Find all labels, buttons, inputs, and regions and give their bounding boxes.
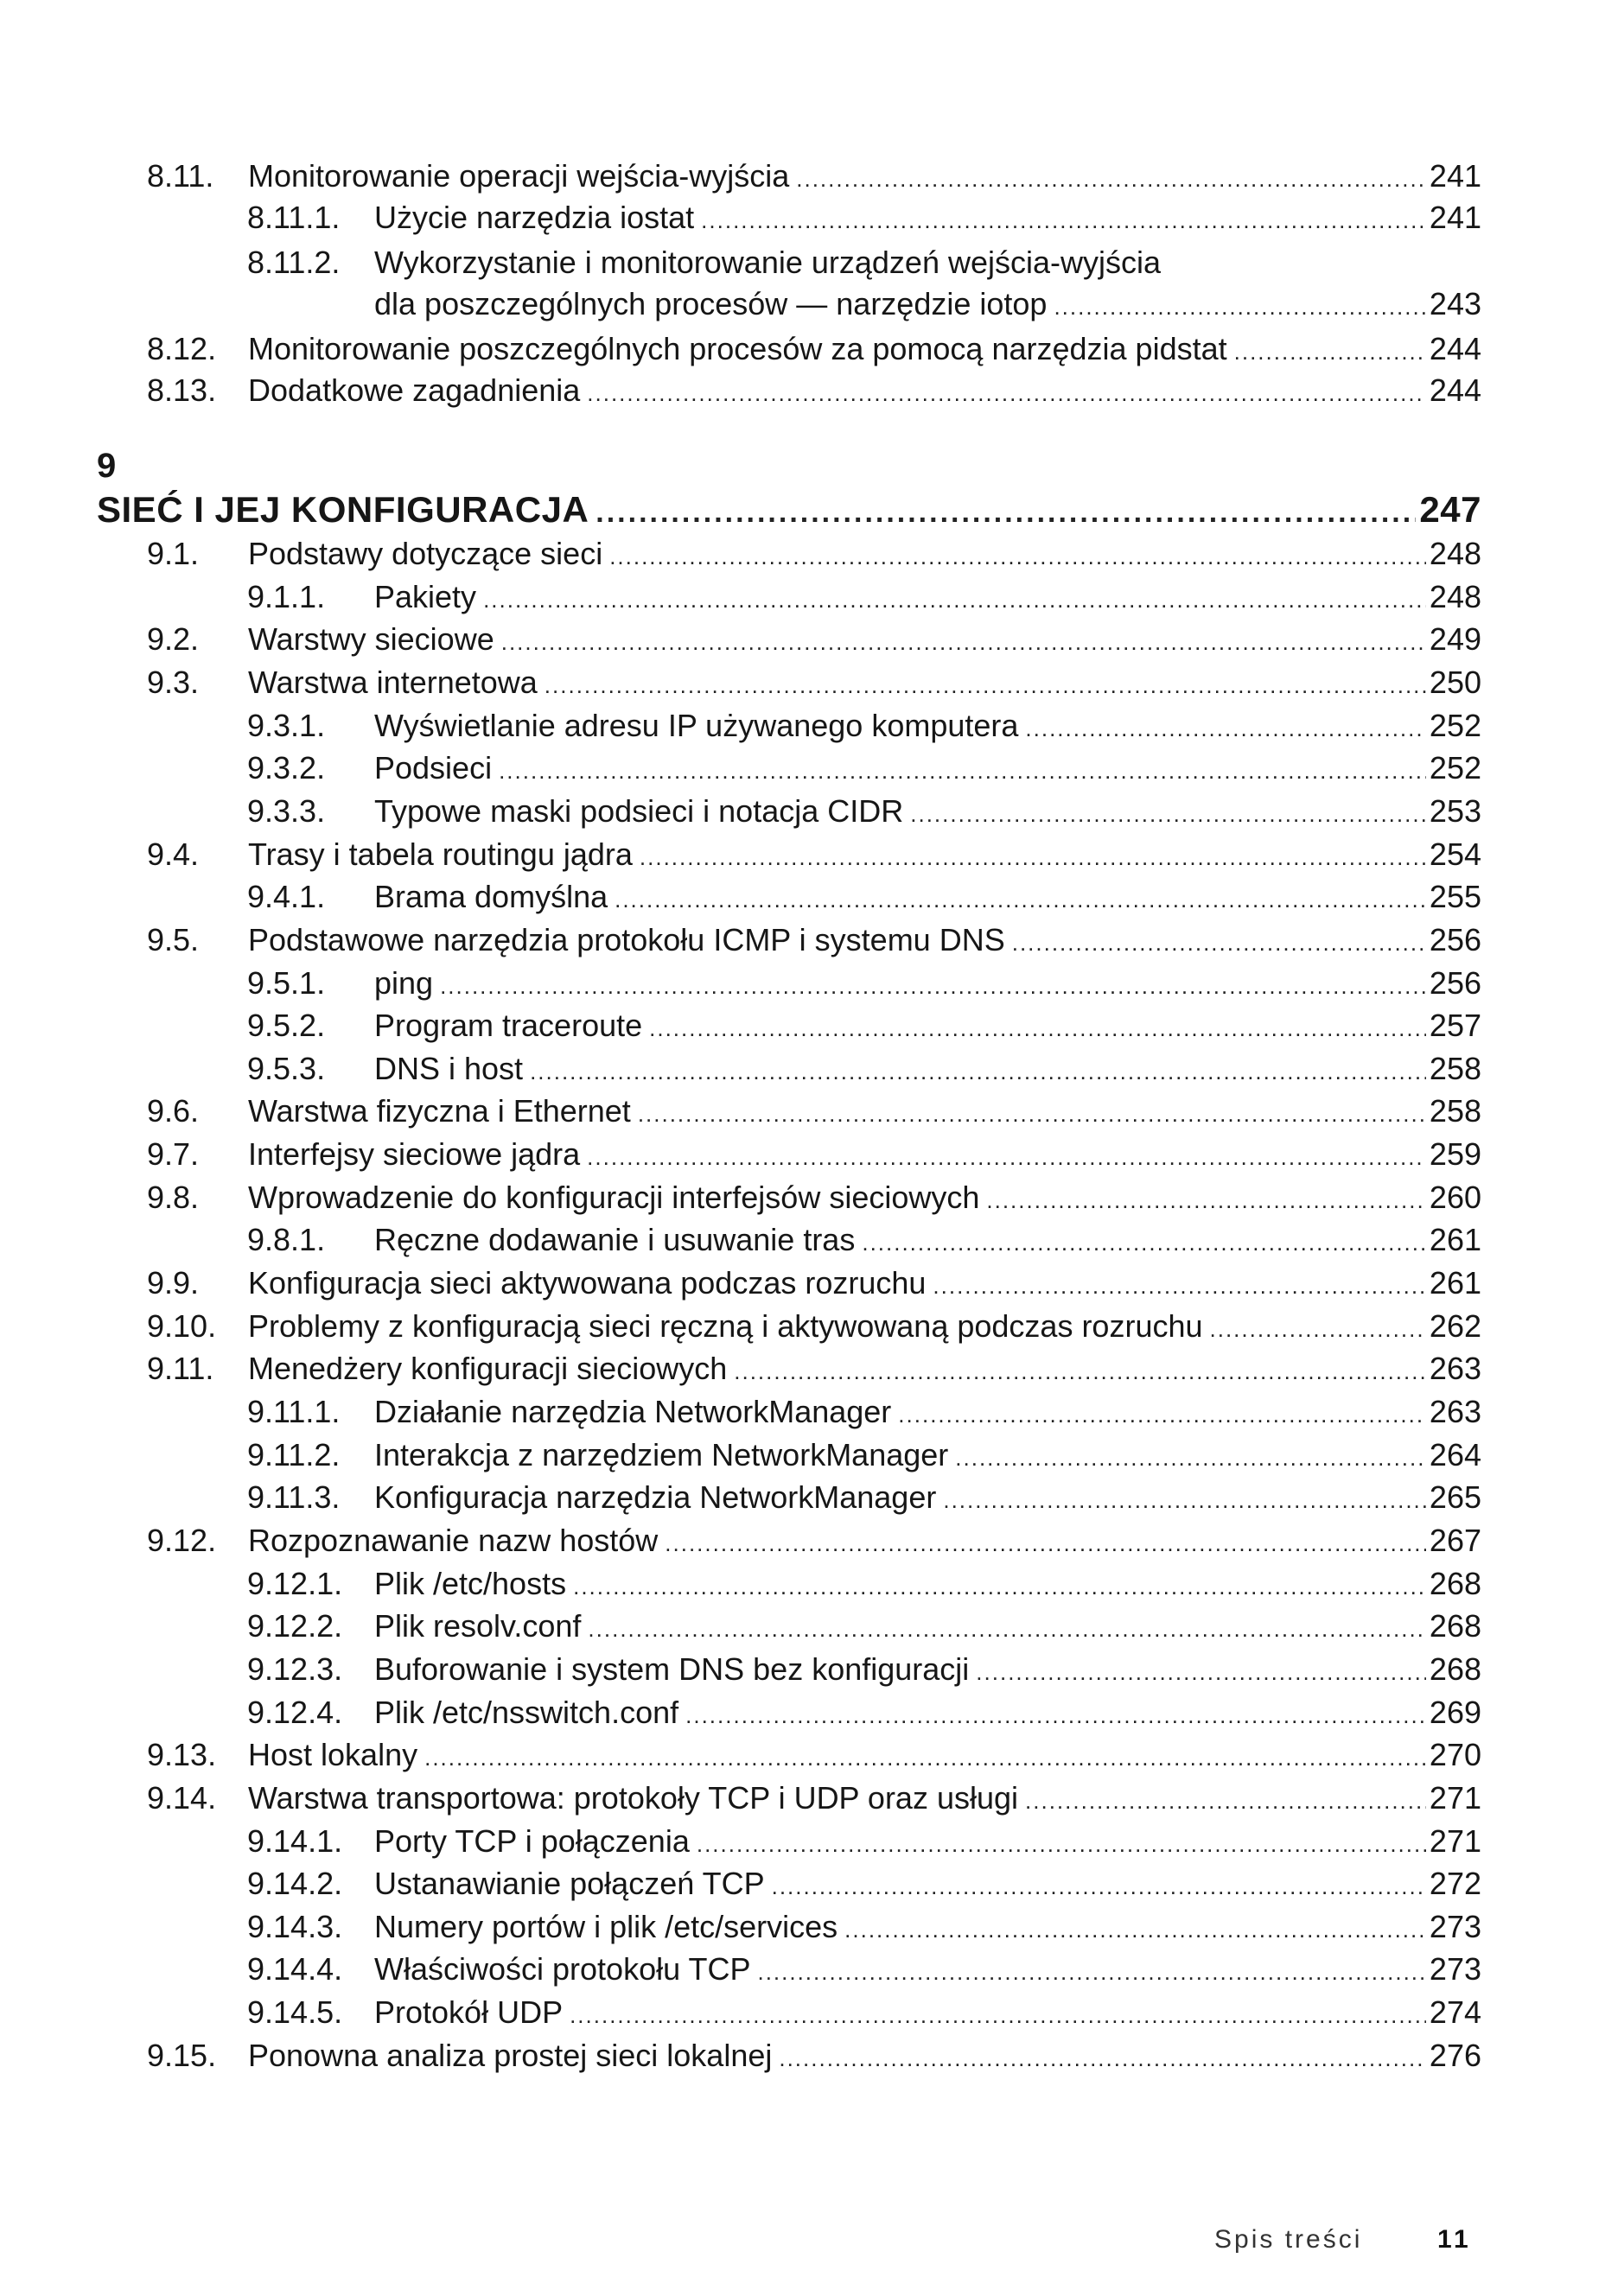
entry-number: 8.13.: [147, 372, 217, 408]
entry-title: Brama domyślna: [374, 879, 608, 915]
toc-entry[interactable]: [0, 747, 1481, 789]
toc-entry[interactable]: [0, 576, 1481, 618]
entry-number: 9.14.: [147, 1779, 217, 1816]
chapter-title-row[interactable]: [97, 489, 1481, 537]
entry-page: 248: [1429, 578, 1481, 614]
entry-page: 244: [1429, 372, 1481, 408]
toc-entry[interactable]: [0, 662, 1481, 703]
entry-page: 267: [1429, 1522, 1481, 1558]
entry-title: Protokół UDP: [374, 1994, 564, 2031]
entry-page: 243: [1429, 286, 1481, 321]
dot-leader: [1234, 331, 1426, 372]
dot-leader: [1025, 1780, 1426, 1822]
entry-page: 274: [1429, 1994, 1481, 2031]
entry-page: 256: [1429, 921, 1481, 957]
toc-entry[interactable]: [0, 1734, 1481, 1776]
entry-title: Wprowadzenie do konfiguracji interfejsów sieciowych: [248, 1179, 980, 1215]
toc-entry[interactable]: [0, 963, 1481, 1004]
entry-title: ping: [374, 964, 434, 1001]
entry-title: Ponowna analiza prostej sieci lokalnej: [248, 2037, 773, 2073]
dot-leader: [424, 1737, 1426, 1778]
entry-page: 258: [1429, 1093, 1481, 1129]
dot-leader: [685, 1695, 1426, 1736]
entry-title: Użycie narzędzia iostat: [374, 200, 695, 235]
entry-title: Wyświetlanie adresu IP używanego komputera: [374, 707, 1019, 743]
entry-title: Warstwa transportowa: protokoły TCP i UDP oraz usługi: [248, 1779, 1019, 1816]
dot-leader: [986, 1180, 1426, 1221]
entry-page: 272: [1429, 1866, 1481, 1902]
entry-number: 9.12.3.: [247, 1650, 343, 1687]
entry-number: 9.5.3.: [247, 1050, 326, 1086]
toc-entry[interactable]: [0, 919, 1481, 961]
entry-page: 260: [1429, 1179, 1481, 1215]
entry-number: 9.12.2.: [247, 1608, 343, 1644]
chapter-page: 247: [1419, 489, 1481, 530]
entry-number: 9.12.1.: [247, 1565, 343, 1601]
toc-entry[interactable]: [0, 705, 1481, 747]
entry-number: 9.1.: [147, 536, 200, 571]
entry-page: 256: [1429, 964, 1481, 1001]
entry-page: 257: [1429, 1008, 1481, 1044]
entry-number: 9.14.2.: [247, 1866, 343, 1902]
toc-entry[interactable]: [0, 370, 1481, 411]
entry-title: Plik resolv.conf: [374, 1608, 582, 1644]
dot-leader: [757, 1951, 1425, 1993]
dot-leader: [910, 793, 1426, 835]
entry-number: 9.9.: [147, 1265, 200, 1301]
dot-leader: [862, 1222, 1426, 1263]
entry-title: Typowe maski podsieci i notacja CIDR: [374, 792, 904, 829]
dot-leader: [545, 665, 1426, 706]
toc-entry[interactable]: [0, 1649, 1481, 1690]
toc-entry[interactable]: [0, 156, 1481, 197]
dot-leader: [587, 372, 1426, 414]
entry-page: 268: [1429, 1565, 1481, 1601]
entry-page: 244: [1429, 331, 1481, 366]
entry-title: Menedżery konfiguracji sieciowych: [248, 1351, 728, 1387]
toc-entry[interactable]: [0, 1477, 1481, 1518]
entry-number: 8.11.2.: [247, 245, 341, 280]
entry-page: 271: [1429, 1779, 1481, 1816]
toc-entry[interactable]: [0, 1863, 1481, 1905]
entry-title: Host lokalny: [248, 1737, 418, 1773]
dot-leader: [596, 496, 1416, 530]
toc-entry[interactable]: [0, 876, 1481, 918]
entry-title: Problemy z konfiguracją sieci ręczną i aktywowaną podczas rozruchu: [248, 1307, 1203, 1344]
entry-number: 9.14.4.: [247, 1951, 343, 1988]
dot-leader: [587, 1136, 1426, 1178]
entry-title: Konfiguracja sieci aktywowana podczas rozruchu: [248, 1265, 927, 1301]
dot-leader: [638, 1093, 1426, 1135]
entry-page: 268: [1429, 1650, 1481, 1687]
entry-page: 268: [1429, 1608, 1481, 1644]
entry-number: 9.3.1.: [247, 707, 326, 743]
entry-page: 265: [1429, 1479, 1481, 1516]
entry-title: Numery portów i plik /etc/services: [374, 1908, 838, 1944]
entry-number: 9.3.: [147, 664, 200, 700]
entry-title: Podsieci: [374, 750, 493, 786]
entry-number: 9.11.1.: [247, 1394, 341, 1429]
entry-title: Warstwa internetowa: [248, 664, 538, 700]
dot-leader: [609, 536, 1426, 577]
toc-entry[interactable]: [0, 1391, 1481, 1433]
entry-page: 241: [1429, 158, 1481, 194]
dot-leader: [955, 1437, 1426, 1479]
toc-entry[interactable]: [0, 1821, 1481, 1862]
entry-number: 9.11.3.: [247, 1479, 341, 1516]
toc-entry[interactable]: [0, 1134, 1481, 1175]
dot-leader: [530, 1051, 1426, 1092]
toc-entry[interactable]: [0, 533, 1481, 575]
dot-leader: [701, 200, 1426, 241]
entry-number: 8.11.: [147, 158, 214, 194]
entry-number: 9.3.2.: [247, 750, 326, 786]
toc-entry[interactable]: [0, 1434, 1481, 1476]
entry-number: 9.14.5.: [247, 1994, 343, 2031]
entry-page: 273: [1429, 1908, 1481, 1944]
entry-page: 269: [1429, 1694, 1481, 1730]
entry-number: 9.13.: [147, 1737, 217, 1773]
entry-number: 9.4.1.: [247, 879, 326, 915]
dot-leader: [573, 1566, 1426, 1607]
entry-title: Podstawowe narzędzia protokołu ICMP i systemu DNS: [248, 921, 1005, 957]
entry-page: 250: [1429, 664, 1481, 700]
toc-entry[interactable]: [0, 1177, 1481, 1218]
dot-leader: [933, 1265, 1426, 1307]
entry-title: Monitorowanie operacji wejścia-wyjścia: [248, 158, 790, 194]
footer-page-number: 11: [1437, 2225, 1472, 2254]
entry-number: 8.12.: [147, 331, 217, 366]
dot-leader: [898, 1394, 1426, 1435]
entry-page: 263: [1429, 1351, 1481, 1387]
entry-number: 9.3.3.: [247, 792, 326, 829]
dot-leader: [649, 1008, 1426, 1049]
dot-leader: [501, 621, 1426, 663]
entry-number: 9.14.1.: [247, 1822, 343, 1859]
entry-title: Podstawy dotyczące sieci: [248, 536, 603, 571]
toc-entry[interactable]: [0, 197, 1481, 239]
entry-number: 9.10.: [147, 1307, 217, 1344]
toc-entry[interactable]: [0, 1048, 1481, 1090]
entry-title: dla poszczególnych procesów — narzędzie iotop: [374, 286, 1048, 321]
dot-leader: [499, 750, 1426, 792]
dot-leader: [844, 1909, 1426, 1950]
entry-number: 9.15.: [147, 2037, 217, 2073]
toc-entry[interactable]: [0, 2035, 1481, 2077]
entry-title: Plik /etc/hosts: [374, 1565, 567, 1601]
entry-title: Właściwości protokołu TCP: [374, 1951, 751, 1988]
entry-page: 252: [1429, 750, 1481, 786]
toc-entry[interactable]: [0, 834, 1481, 875]
entry-page: 264: [1429, 1436, 1481, 1472]
dot-leader: [734, 1351, 1426, 1392]
entry-number: 9.6.: [147, 1093, 200, 1129]
entry-title: Buforowanie i system DNS bez konfiguracji: [374, 1650, 970, 1687]
footer-label: Spis treści: [1214, 2225, 1363, 2254]
entry-number: 9.12.4.: [247, 1694, 343, 1730]
dot-leader: [1025, 708, 1426, 749]
entry-page: 249: [1429, 621, 1481, 658]
entry-title: Ręczne dodawanie i usuwanie tras: [374, 1222, 856, 1258]
toc-entry[interactable]: [0, 1091, 1481, 1132]
toc-entry[interactable]: [0, 1348, 1481, 1390]
entry-title: Interakcja z narzędziem NetworkManager: [374, 1436, 949, 1472]
toc-entry[interactable]: [0, 1692, 1481, 1733]
toc-entry[interactable]: [0, 619, 1481, 660]
dot-leader: [796, 158, 1426, 200]
entry-title: Program traceroute: [374, 1008, 643, 1044]
toc-entry[interactable]: [0, 1949, 1481, 1990]
entry-page: 258: [1429, 1050, 1481, 1086]
dot-leader: [1012, 922, 1426, 964]
entry-number: 9.1.1.: [247, 578, 326, 614]
entry-page: 261: [1429, 1222, 1481, 1258]
entry-title: Warstwy sieciowe: [248, 621, 494, 658]
entry-number: 9.14.3.: [247, 1908, 343, 1944]
entry-title: Wykorzystanie i monitorowanie urządzeń wejścia-wyjścia: [374, 245, 1162, 280]
entry-page: 262: [1429, 1307, 1481, 1344]
chapter-number: 9: [97, 447, 117, 485]
entry-page: 270: [1429, 1737, 1481, 1773]
entry-page: 254: [1429, 836, 1481, 872]
toc-entry[interactable]: [0, 791, 1481, 832]
entry-number: 9.8.1.: [247, 1222, 326, 1258]
dot-leader: [772, 1866, 1426, 1907]
entry-title: Porty TCP i połączenia: [374, 1822, 690, 1859]
entry-page: 252: [1429, 707, 1481, 743]
entry-number: 9.2.: [147, 621, 200, 658]
entry-number: 9.7.: [147, 1136, 200, 1173]
toc-entry[interactable]: [0, 1992, 1481, 2033]
entry-page: 253: [1429, 792, 1481, 829]
toc-entry[interactable]: [0, 1563, 1481, 1605]
toc-entry[interactable]: [0, 242, 1481, 283]
dot-leader: [483, 579, 1426, 620]
dot-leader: [570, 1994, 1426, 2036]
toc-entry[interactable]: [0, 1262, 1481, 1304]
entry-title: Ustanawianie połączeń TCP: [374, 1866, 765, 1902]
entry-title: Plik /etc/nsswitch.conf: [374, 1694, 679, 1730]
entry-title: Trasy i tabela routingu jądra: [248, 836, 633, 872]
entry-title: Konfiguracja narzędzia NetworkManager: [374, 1479, 937, 1516]
entry-page: 263: [1429, 1394, 1481, 1429]
entry-page: 271: [1429, 1822, 1481, 1859]
entry-title: DNS i host: [374, 1050, 524, 1086]
entry-page: 261: [1429, 1265, 1481, 1301]
dot-leader: [640, 836, 1426, 878]
dot-leader: [697, 1823, 1426, 1865]
entry-page: 276: [1429, 2037, 1481, 2073]
dot-leader: [779, 2038, 1426, 2079]
entry-number: 9.4.: [147, 836, 200, 872]
toc-entry[interactable]: [0, 1906, 1481, 1948]
entry-page: 273: [1429, 1951, 1481, 1988]
toc-entry[interactable]: [0, 283, 1481, 325]
dot-leader: [976, 1651, 1426, 1693]
entry-page: 259: [1429, 1136, 1481, 1173]
dot-leader: [1054, 286, 1425, 328]
toc-entry[interactable]: [0, 1005, 1481, 1046]
entry-title: Pakiety: [374, 578, 477, 614]
entry-title: Warstwa fizyczna i Ethernet: [248, 1093, 631, 1129]
entry-title: Działanie narzędzia NetworkManager: [374, 1394, 892, 1429]
chapter-title: SIEĆ I JEJ KONFIGURACJA: [97, 489, 589, 530]
entry-number: 9.12.: [147, 1522, 217, 1558]
entry-number: 9.8.: [147, 1179, 200, 1215]
entry-page: 241: [1429, 200, 1481, 235]
entry-number: 9.11.2.: [247, 1436, 341, 1472]
dot-leader: [588, 1608, 1426, 1650]
entry-title: Monitorowanie poszczególnych procesów za pomocą narzędzia pidstat: [248, 331, 1227, 366]
dot-leader: [1210, 1308, 1426, 1350]
toc-entry[interactable]: [0, 1219, 1481, 1261]
dot-leader: [943, 1479, 1426, 1521]
dot-leader: [615, 879, 1426, 920]
entry-title: Rozpoznawanie nazw hostów: [248, 1522, 659, 1558]
entry-number: 9.5.2.: [247, 1008, 326, 1044]
page-footer: [1214, 2225, 1472, 2255]
entry-title: Interfejsy sieciowe jądra: [248, 1136, 581, 1173]
entry-number: 9.5.: [147, 921, 200, 957]
toc-entry[interactable]: [0, 1606, 1481, 1647]
entry-number: 9.11.: [147, 1351, 214, 1387]
entry-title: Dodatkowe zagadnienia: [248, 372, 581, 408]
dot-leader: [440, 965, 1426, 1007]
dot-leader: [665, 1523, 1426, 1564]
toc-entry[interactable]: [0, 1520, 1481, 1561]
toc-entry[interactable]: [0, 1778, 1481, 1819]
entry-number: 9.5.1.: [247, 964, 326, 1001]
toc-entry[interactable]: [0, 328, 1481, 370]
entry-page: 248: [1429, 536, 1481, 571]
entry-page: 255: [1429, 879, 1481, 915]
toc-entry[interactable]: [0, 1306, 1481, 1347]
entry-number: 8.11.1.: [247, 200, 341, 235]
